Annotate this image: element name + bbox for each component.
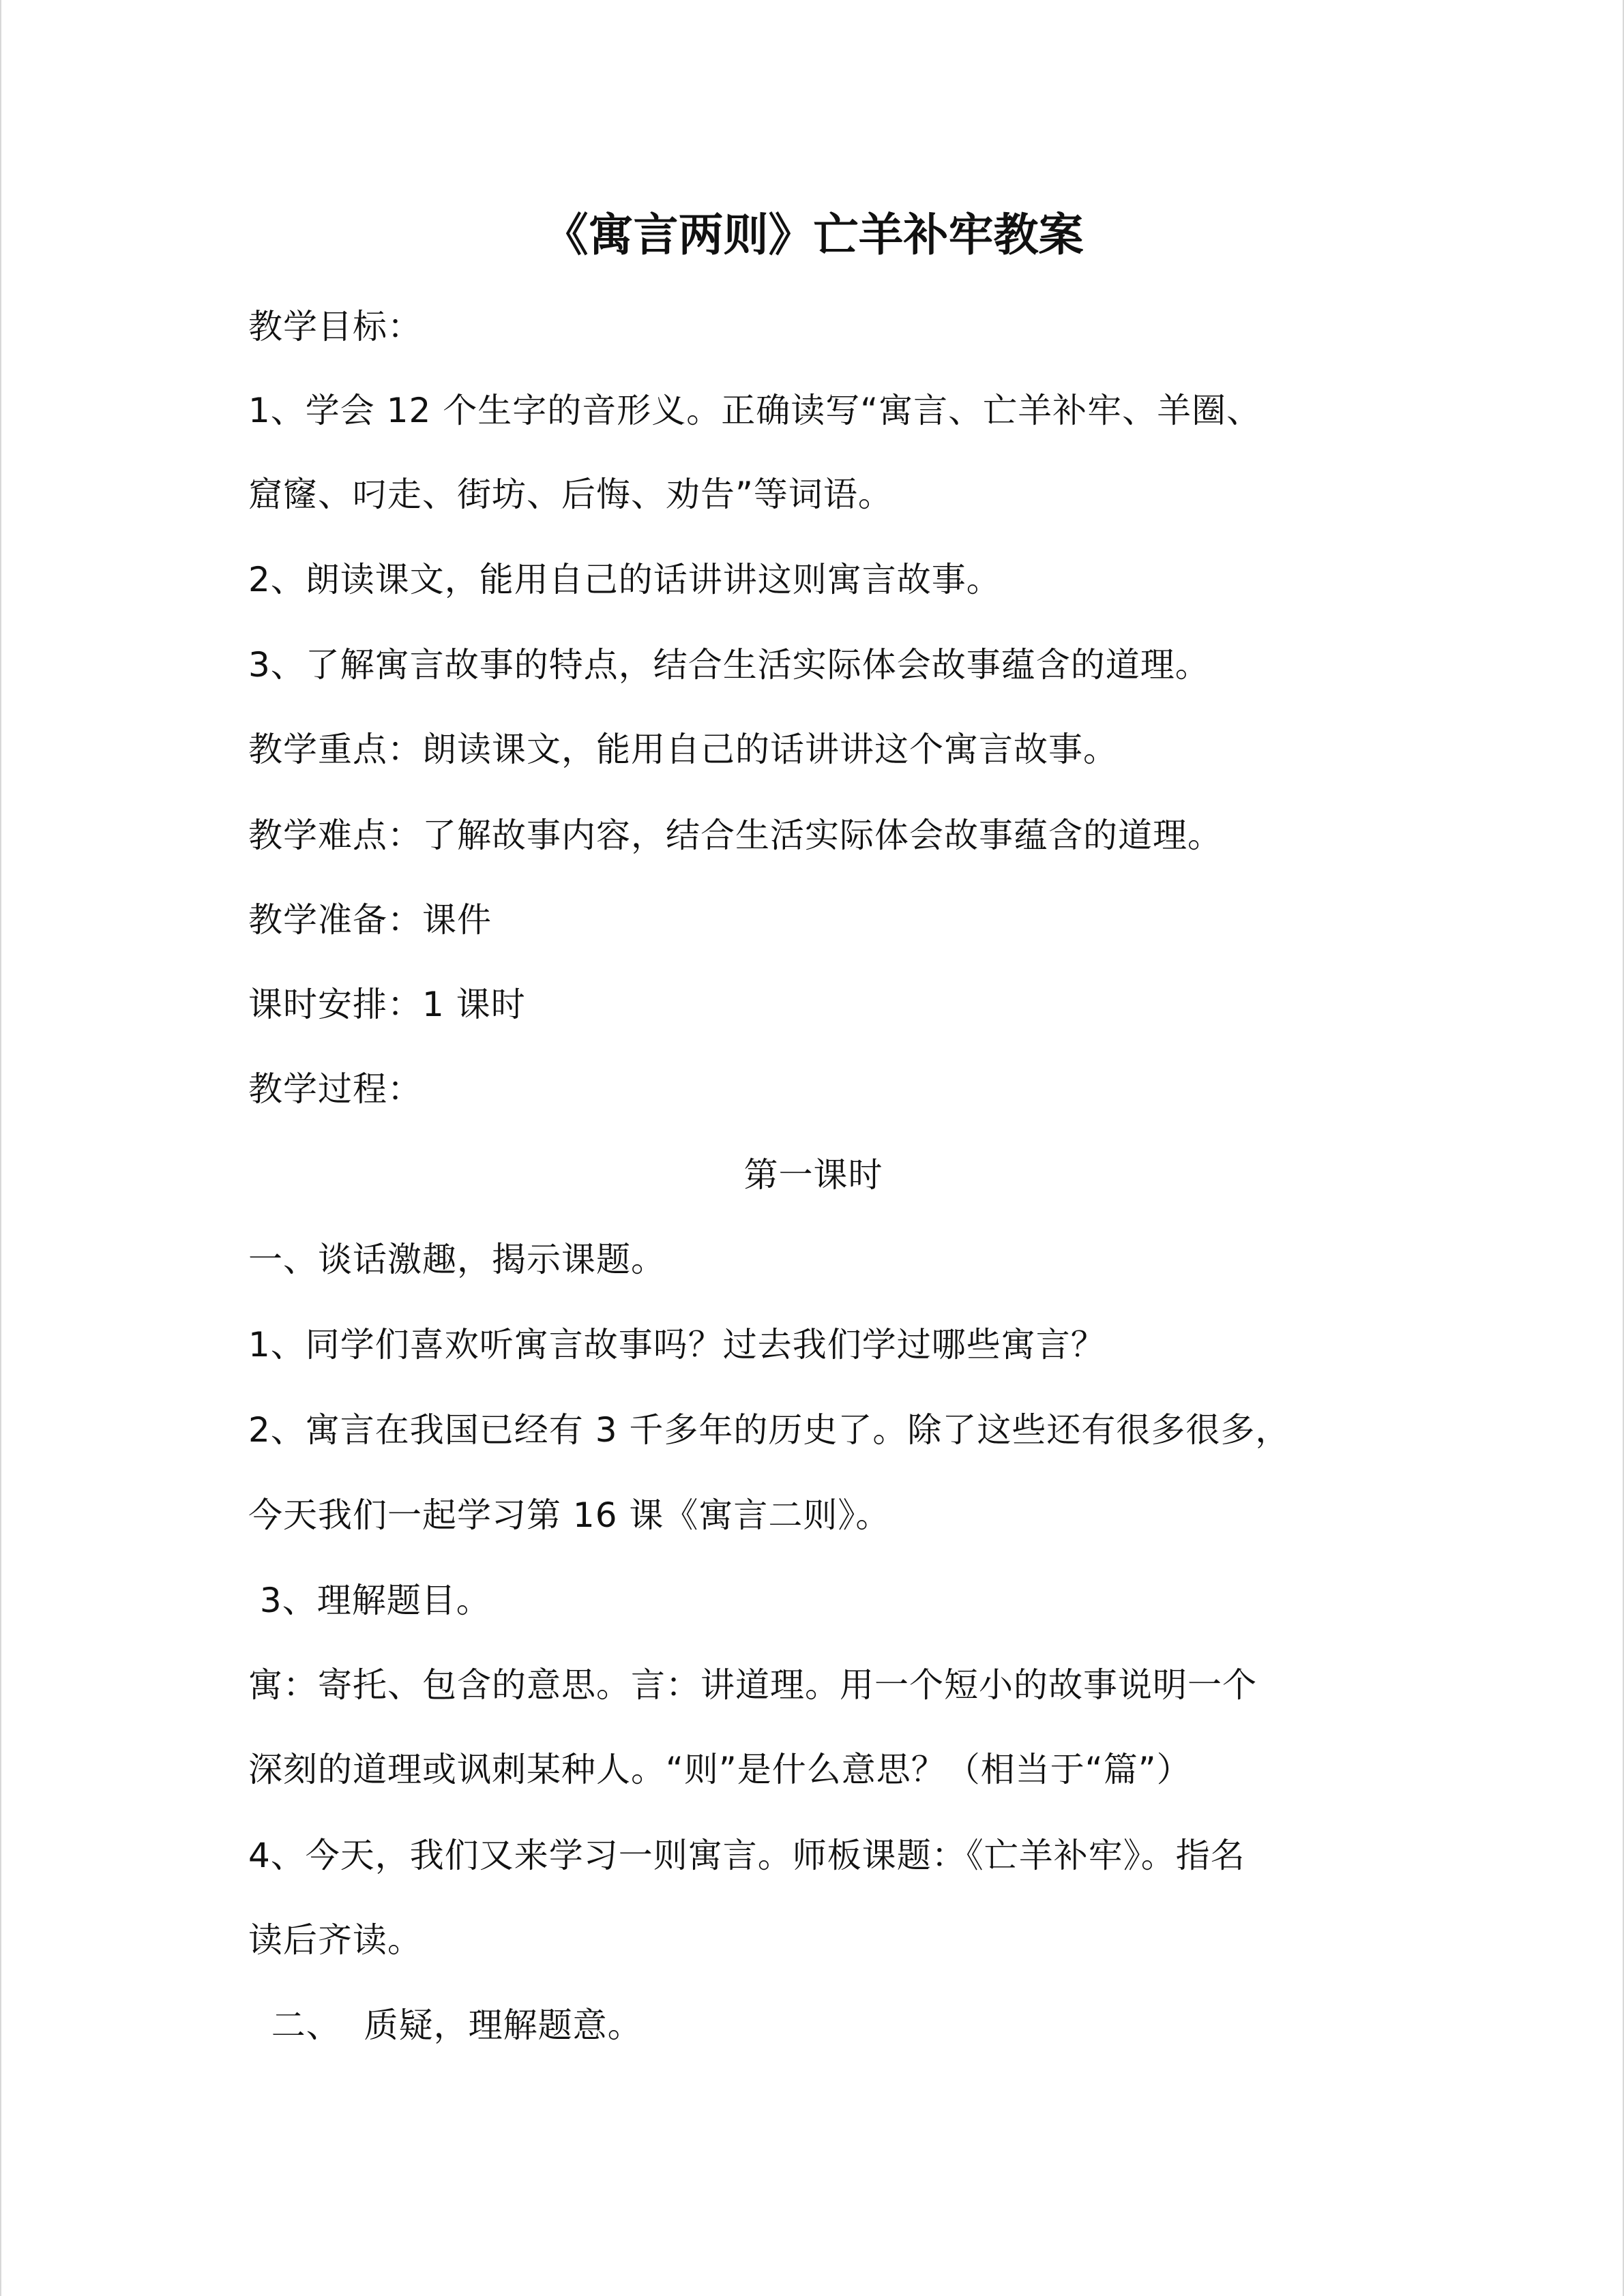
objective-3: 3、了解寓言故事的特点，结合生活实际体会故事蕴含的道理。 <box>248 645 1210 685</box>
objective-1-line-2: 窟窿、叼走、街坊、后悔、劝告”等词语。 <box>248 475 893 514</box>
document-title: 《寓言两则》亡羊补牢教案 <box>543 209 1084 261</box>
lesson-heading: 第一课时 <box>743 1155 883 1195</box>
class-hours: 课时安排：1 课时 <box>248 985 526 1024</box>
objective-2: 2、朗读课文，能用自己的话讲讲这则寓言故事。 <box>248 560 1001 599</box>
step-1-heading: 一、谈话激趣，揭示课题。 <box>248 1240 666 1279</box>
section-heading-objectives: 教学目标： <box>248 307 422 346</box>
teaching-difficulty: 教学难点：了解故事内容，结合生活实际体会故事蕴含的道理。 <box>248 816 1222 855</box>
step-1-item-4-line-1: 4、今天，我们又来学习一则寓言。师板课题：《亡羊补牢》。指名 <box>248 1836 1245 1875</box>
teaching-focus: 教学重点：朗读课文，能用自己的话讲讲这个寓言故事。 <box>248 730 1118 769</box>
section-heading-process: 教学过程： <box>248 1069 422 1109</box>
step-1-item-3: 3、理解题目。 <box>248 1581 491 1620</box>
step-1-item-4-line-2: 读后齐读。 <box>248 1920 422 1960</box>
explanation-line-2: 深刻的道理或讽刺某种人。“则”是什么意思？（相当于“篇”） <box>248 1750 1192 1789</box>
step-1-item-2-line-2: 今天我们一起学习第 16 课《寓言二则》。 <box>248 1495 891 1535</box>
step-1-item-2-line-1: 2、寓言在我国已经有 3 千多年的历史了。除了这些还有很多很多， <box>248 1410 1290 1450</box>
step-2-heading: 二、 质疑，理解题意。 <box>248 2006 643 2045</box>
explanation-line-1: 寓：寄托、包含的意思。言：讲道理。用一个短小的故事说明一个 <box>248 1665 1257 1705</box>
objective-1-line-1: 1、学会 12 个生字的音形义。正确读写“寓言、亡羊补牢、羊圈、 <box>248 391 1262 430</box>
teaching-preparation: 教学准备：课件 <box>248 900 492 940</box>
step-1-item-1: 1、同学们喜欢听寓言故事吗？过去我们学过哪些寓言？ <box>248 1325 1106 1365</box>
